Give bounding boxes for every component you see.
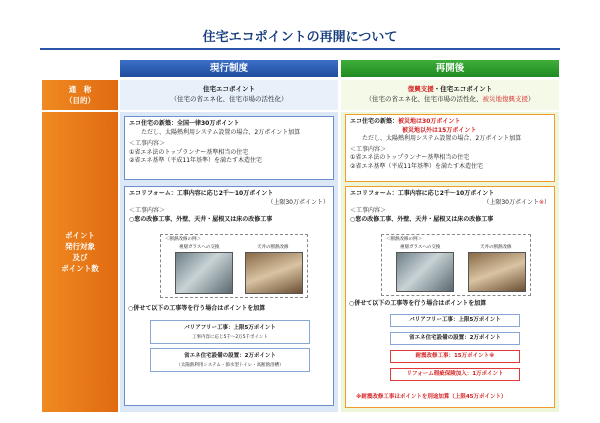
restart-reform-line2a: （上限30万ポイント — [483, 198, 539, 206]
label-purpose-line2: （目的） — [65, 96, 95, 105]
restart-equipment-box: 省エネ住宅設備の設置：2万ポイント — [390, 332, 520, 345]
label-points-line2: 発行対象 — [65, 242, 95, 251]
current-reform-line2: （上限30万ポイント） — [267, 198, 329, 206]
label-points-line4: ポイント数 — [61, 264, 99, 273]
current-reform-item1: ○窓の改修工事、外壁、天井・屋根又は床の改修工事 — [129, 215, 273, 223]
restart-reform-content-label: ＜工事内容＞ — [350, 207, 387, 214]
current-reform-line1: エコリフォーム：工事内容に応じ2千～10万ポイント — [129, 190, 274, 197]
label-points-line3: 及び — [72, 253, 88, 262]
restart-defect-insurance-box: リフォーム瑕疵保険加入：1万ポイント — [390, 368, 520, 381]
current-equipment-line1: 省エネ住宅設備の設置：2万ポイント — [184, 353, 276, 359]
current-example-label: ＜断熱改修の例＞ — [165, 237, 201, 242]
current-photo1-label: 複層ガラスへの交換 — [179, 245, 220, 250]
current-new-build-line2: ただし、太陽熱利用システム設置の場合、2万ポイント加算 — [141, 128, 301, 136]
restart-barrier-free-box: バリアフリー工事：上限5万ポイント — [390, 314, 520, 327]
restart-seismic-box: 耐震改修工事：15万ポイント※ — [390, 350, 520, 363]
restart-new-build-line2: 被災地以外は15万ポイント — [402, 126, 477, 134]
label-purpose — [42, 80, 118, 110]
current-barrier-free-line1: バリアフリー工事：上限5万ポイント — [184, 325, 276, 331]
current-reform-item2: ○併せて以下の工事等を行う場合はポイントを加算 — [128, 305, 266, 312]
restart-reform-line2c: ） — [543, 198, 550, 206]
header-after-restart: 再開後 — [341, 60, 559, 77]
current-purpose-name: 住宅エコポイント — [203, 85, 255, 93]
label-points — [42, 112, 118, 412]
current-photo2-label: 天井の断熱改修 — [257, 245, 289, 250]
restart-new-build-item1: ①省エネ法のトップランナー基準相当の住宅 — [350, 154, 470, 161]
restart-purpose-desc-a: （住宅の省エネ化、住宅市場の活性化、 — [365, 95, 483, 103]
window-glass-photo — [396, 252, 454, 292]
current-new-build-item2: ②省エネ基準（平成11年基準）を満たす木造住宅 — [129, 157, 263, 164]
current-equipment-line2: （太陽熱利用システム・節水型トイレ・高断熱浴槽） — [176, 363, 284, 368]
window-glass-photo — [175, 252, 233, 294]
restart-reform-item1: ○窓の改修工事、外壁、天井・屋根又は床の改修工事 — [350, 215, 494, 223]
restart-purpose — [341, 80, 559, 110]
current-equipment-box — [150, 348, 310, 372]
restart-reform-line2b: ※ — [538, 198, 544, 206]
current-purpose-desc: （住宅の省エネ化、住宅市場の活性化） — [170, 95, 288, 103]
current-barrier-free-box — [150, 320, 310, 344]
current-reform-item2-wrap — [128, 304, 332, 316]
restart-new-build-content-label: ＜工事内容＞ — [350, 145, 387, 153]
restart-new-build-line1a: エコ住宅の新築： — [350, 118, 399, 125]
current-insulation-example — [160, 234, 308, 298]
label-points-line1: ポイント — [65, 231, 95, 240]
current-new-build-content-label: ＜工事内容＞ — [129, 140, 166, 147]
label-purpose-line1: 通 称 — [68, 85, 92, 94]
restart-insulation-example — [381, 234, 531, 296]
title-underline — [40, 48, 560, 50]
restart-new-build-box — [345, 114, 555, 182]
restart-purpose-desc-highlight: 被災地復興支援 — [482, 95, 528, 103]
restart-reform-item2: ○併せて以下の工事等を行う場合はポイントを加算 — [349, 300, 487, 307]
restart-purpose-name: ・住宅エコポイント — [433, 85, 493, 93]
current-new-build-item1: ①省エネ法のトップランナー基準相当の住宅 — [129, 148, 249, 156]
ceiling-insulation-photo — [468, 252, 526, 292]
restart-purpose-name-highlight: 復興支援 — [407, 85, 434, 93]
restart-reform-line1: エコリフォーム：工事内容に応じ2千～10万ポイント — [350, 190, 495, 197]
current-barrier-free-line2: 工事内容に応じ5千～2万5千ポイント — [191, 335, 269, 340]
restart-example-label: ＜断熱改修の例＞ — [386, 237, 422, 242]
restart-purpose-desc-c: ） — [528, 95, 535, 103]
restart-reform-item2-wrap — [349, 299, 553, 311]
restart-new-build-line3: ただし、太陽熱利用システム設置の場合、2万ポイント加算 — [362, 135, 522, 142]
restart-footnote: ※耐震改修工事はポイントを別途加算（上限45万ポイント） — [356, 394, 507, 400]
restart-new-build-item2: ②省エネ基準（平成11年基準）を満たす木造住宅 — [350, 162, 484, 170]
page-title: 住宅エコポイントの再開について — [202, 30, 398, 45]
current-reform-content-label: ＜工事内容＞ — [129, 207, 166, 214]
ceiling-insulation-photo — [245, 252, 303, 294]
current-purpose — [120, 80, 338, 110]
restart-photo1-label: 複層ガラスへの交換 — [400, 245, 441, 250]
current-new-build-line1: エコ住宅の新築：全国一律30万ポイント — [129, 120, 240, 127]
restart-photo2-label: 天井の断熱改修 — [480, 245, 512, 250]
restart-new-build-line1b: 被災地は30万ポイント — [398, 118, 461, 125]
current-new-build-box — [124, 116, 334, 180]
header-current-system: 現行制度 — [120, 60, 338, 77]
